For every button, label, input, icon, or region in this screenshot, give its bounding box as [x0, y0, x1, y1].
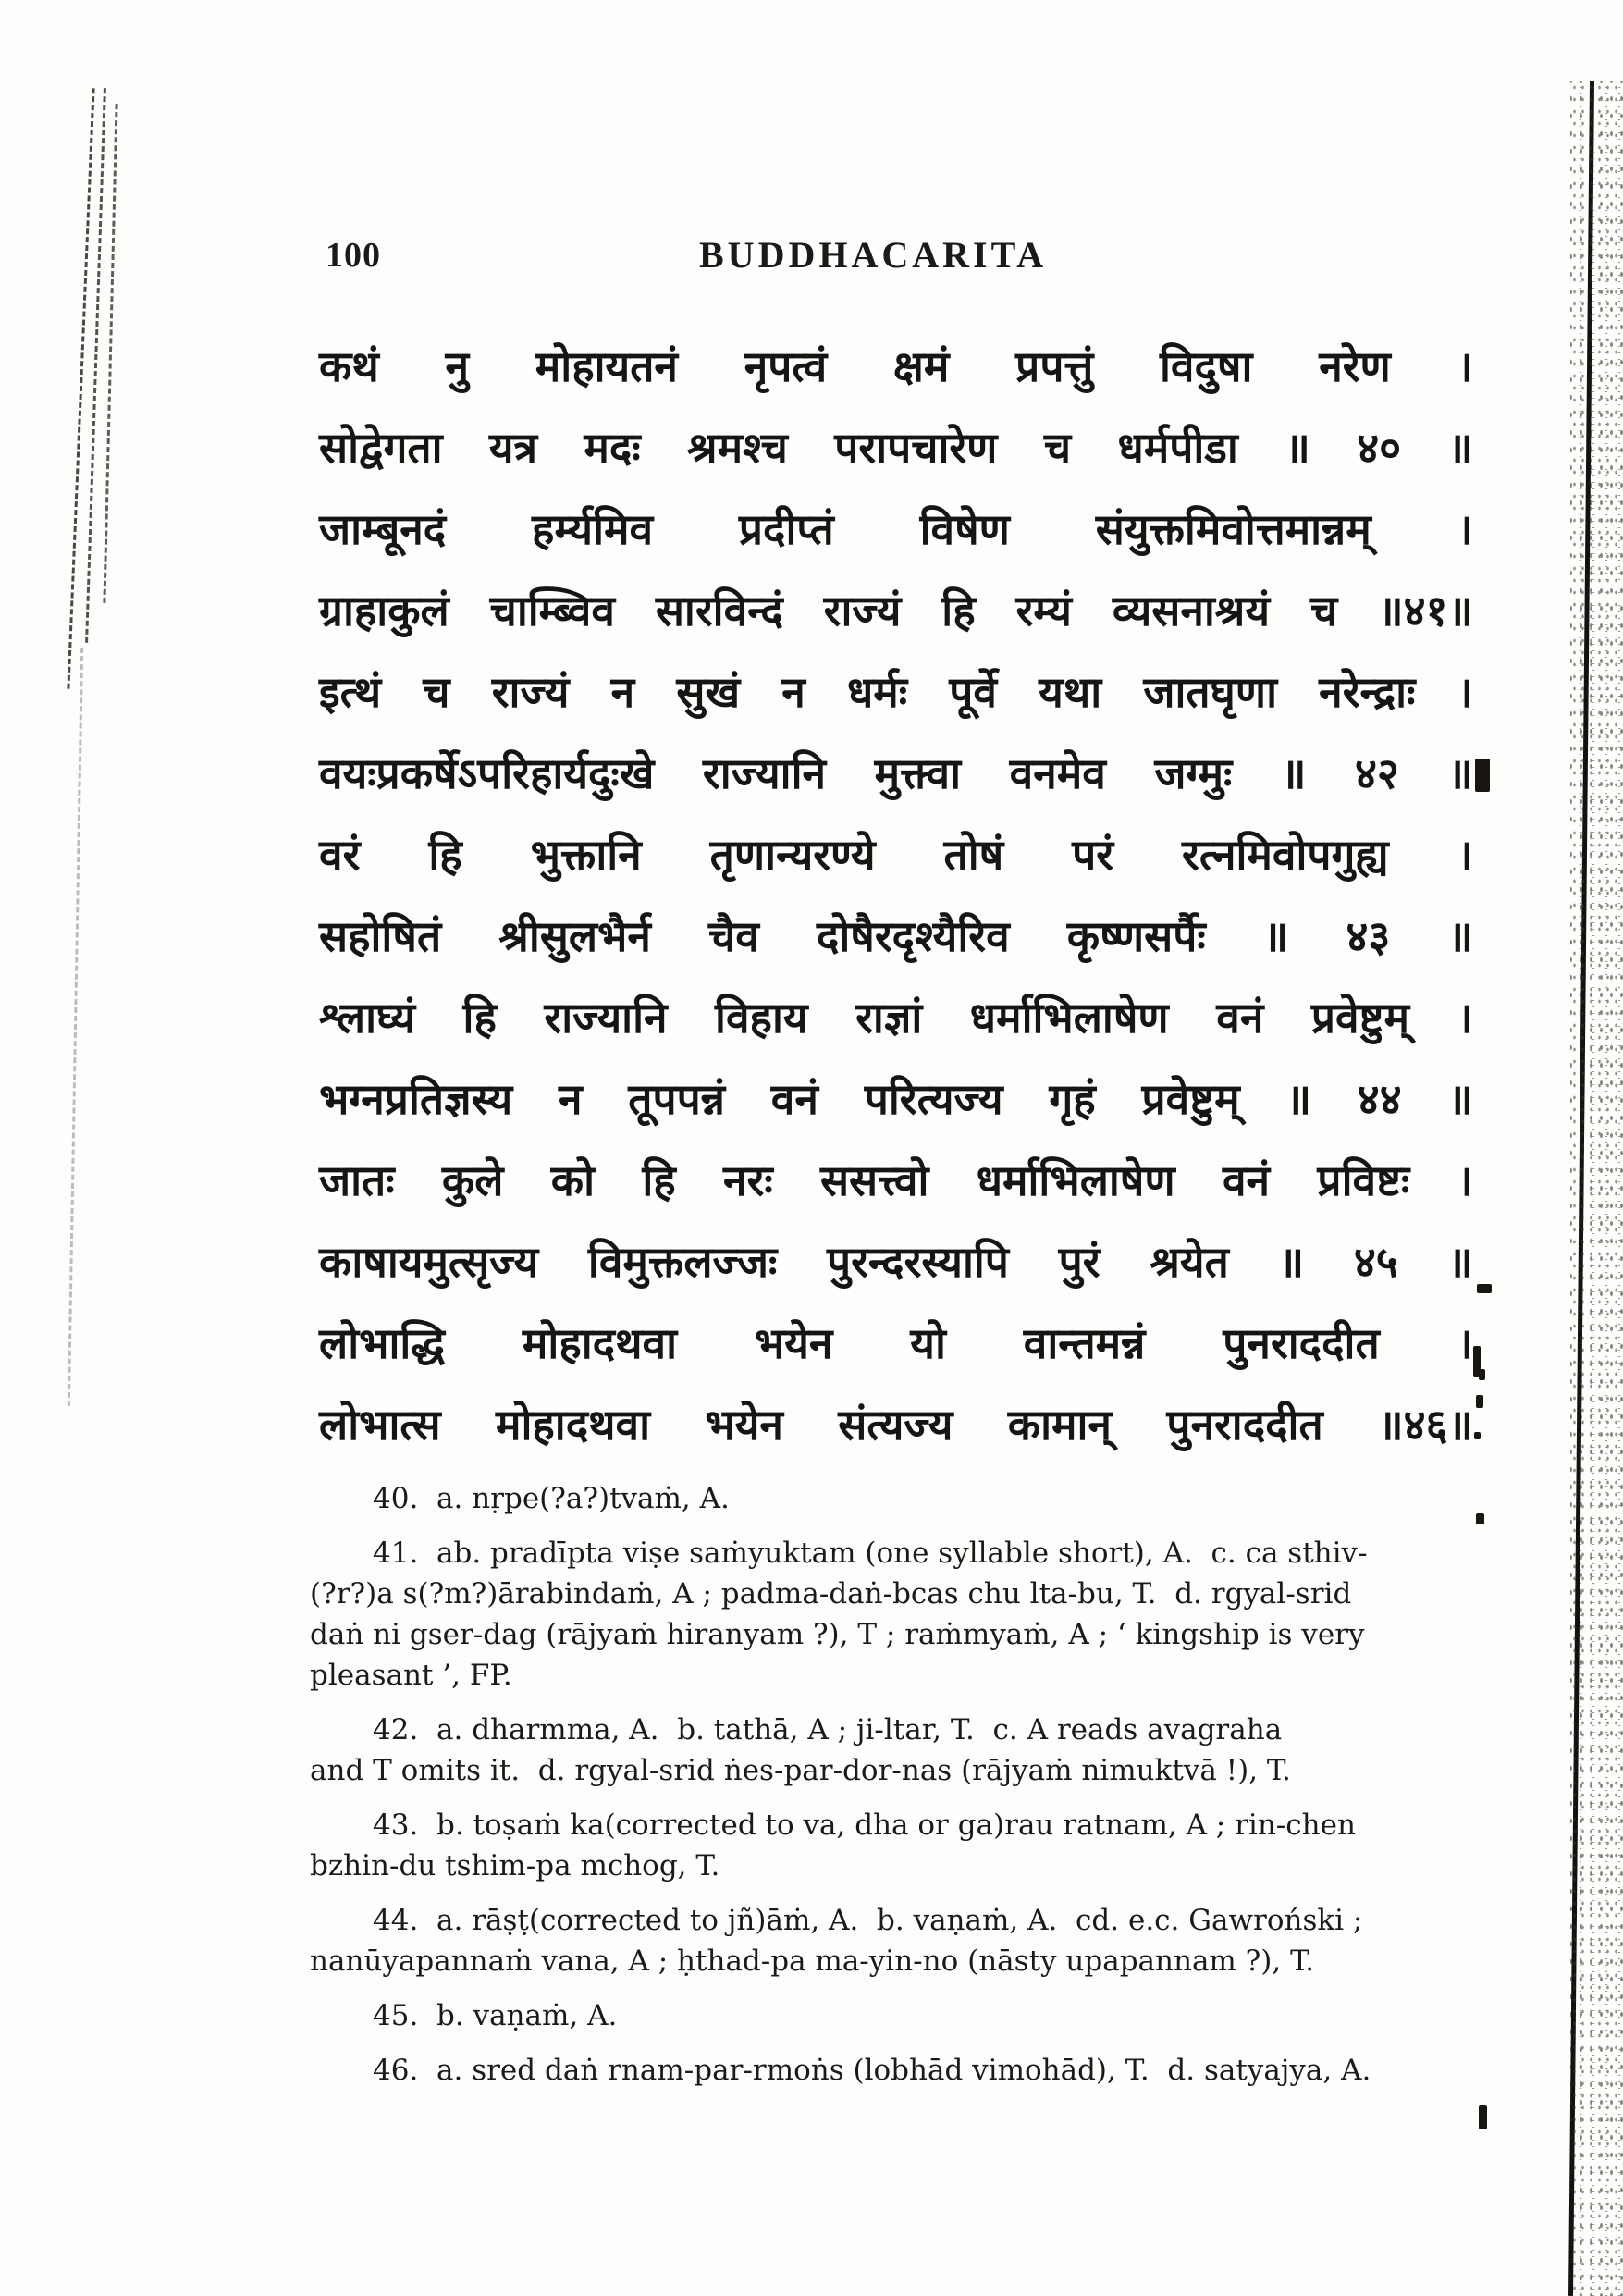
footnote-line: (?r?)a s(?m?)ārabindaṁ, A ; padma-daṅ-bcas chu lta-bu, T. d. rgyal-srid	[310, 1577, 1352, 1611]
footnote-line: 45. b. vaṇaṁ, A.	[373, 1999, 618, 2032]
verse-line: सहोषितं श्रीसुलभैर्न चैव दोषैरदृश्यैरिव कृष्णसर्पैः ॥ ४३ ॥	[319, 911, 1473, 961]
verse-block	[319, 326, 1473, 1465]
ink-speck	[1474, 1432, 1481, 1439]
verse-line: श्लाघ्यं हि राज्यानि विहाय राज्ञां धर्माभिलाषेण वनं प्रवेष्टुम् ।	[319, 993, 1473, 1043]
verse-line: ग्राहाकुलं चाम्ब्विव सारविन्दं राज्यं हि रम्यं व्यसनाश्रयं च ॥४१॥	[319, 586, 1473, 636]
ink-speck	[1479, 2105, 1487, 2129]
scan-gutter-line	[67, 88, 94, 689]
verse-42	[319, 651, 1473, 814]
footnote-line: 42. a. dharmma, A. b. tathā, A ; ji-ltar, T. c. A reads avagraha	[373, 1713, 1283, 1747]
footnote-line: pleasant ’, FP.	[310, 1659, 512, 1692]
footnote-41	[310, 1533, 1455, 1696]
verse-line: वयःप्रकर्षेऽपरिहार्यदुःखे राज्यानि मुक्त्वा वनमेव जग्मुः ॥ ४२ ॥	[319, 748, 1473, 798]
footnote-45	[310, 1995, 1455, 2036]
verse-45	[319, 1140, 1473, 1302]
verse-41	[319, 488, 1473, 651]
verse-line: कथं नु मोहायतनं नृपत्वं क्षमं प्रपत्तुं विदुषा नरेण ।	[319, 341, 1473, 391]
verse-line: जातः कुले को हि नरः ससत्त्वो धर्माभिलाषेण वनं प्रविष्टः ।	[319, 1155, 1473, 1205]
verse-line: काषायमुत्सृज्य विमुक्तलज्जः पुरन्दरस्यापि पुरं श्रयेत ॥ ४५ ॥	[319, 1237, 1473, 1287]
ink-speck	[1475, 759, 1490, 792]
verse-46	[319, 1302, 1473, 1465]
footnote-line: 44. a. rāṣṭ(corrected to jñ)āṁ, A. b. vaṇaṁ, A. cd. e.c. Gawroński ;	[373, 1904, 1363, 1937]
footnote-line: bzhin-du tshim-pa mchog, T.	[310, 1849, 720, 1882]
footnote-line: 41. ab. pradīpta viṣe saṁyuktam (one syllable short), A. c. ca sthiv-	[373, 1537, 1368, 1570]
verse-line: भग्नप्रतिज्ञस्य न तूपपन्नं वनं परित्यज्य गृहं प्रवेष्टुम् ॥ ४४ ॥	[319, 1074, 1473, 1124]
footnote-42	[310, 1710, 1455, 1791]
scan-gutter-line	[103, 104, 117, 603]
verse-line: लोभात्स मोहादथवा भयेन संत्यज्य कामान् पुनराददीत ॥४६॥	[319, 1400, 1473, 1450]
verse-44	[319, 977, 1473, 1140]
page-number: 100	[326, 236, 381, 275]
verse-line: वरं हि भुक्तानि तृणान्यरण्ये तोषं परं रत्नमिवोपगुह्य ।	[319, 830, 1473, 880]
ink-speck	[1477, 1284, 1492, 1293]
verse-line: लोभाद्धि मोहादथवा भयेन यो वान्तमन्नं पुनराददीत ।	[319, 1318, 1473, 1368]
footnote-line: 40. a. nṛpe(?a?)tvaṁ, A.	[373, 1482, 730, 1515]
footnote-line: nanūyapannaṁ vana, A ; ḥthad-pa ma-yin-no (nāsty upapannam ?), T.	[310, 1944, 1315, 1978]
ink-speck	[1476, 1395, 1483, 1408]
verse-line: इत्थं च राज्यं न सुखं न धर्मः पूर्वे यथा जातघृणा नरेन्द्राः ।	[319, 667, 1473, 717]
footnote-43	[310, 1805, 1455, 1886]
verse-line: जाम्बूनदं हर्म्यमिव प्रदीप्तं विषेण संयुक्तमिवोत्तमान्नम् ।	[319, 504, 1473, 554]
verse-40	[319, 326, 1473, 488]
verse-43	[319, 814, 1473, 977]
scan-edge-noise	[1570, 81, 1623, 2296]
footnote-line: 43. b. toṣaṁ ka(corrected to va, dha or ga)rau ratnam, A ; rin-chen	[373, 1808, 1356, 1842]
page-title: BUDDHACARITA	[699, 234, 1048, 276]
footnote-line: and T omits it. d. rgyal-srid ṅes-par-dor-nas (rājyaṁ nimuktvā !), T.	[310, 1754, 1291, 1787]
ink-speck	[1479, 1369, 1485, 1380]
verse-line: सोद्वेगता यत्र मदः श्रमश्च परापचारेण च धर्मपीडा ॥ ४० ॥	[319, 423, 1473, 473]
footnote-line: 46. a. sred daṅ rnam-par-rmoṅs (lobhād vimohād), T. d. satyajya, A.	[373, 2054, 1371, 2087]
footnote-44	[310, 1900, 1455, 1981]
footnote-46	[310, 2050, 1455, 2091]
footnotes-block	[310, 1478, 1455, 2105]
scan-gutter-line	[68, 648, 83, 1406]
footnote-line: daṅ ni gser-dag (rājyaṁ hiranyam ?), T ; raṁmyaṁ, A ; ‘ kingship is very	[310, 1618, 1365, 1651]
ink-speck	[1476, 1513, 1484, 1524]
footnote-40	[310, 1478, 1455, 1519]
